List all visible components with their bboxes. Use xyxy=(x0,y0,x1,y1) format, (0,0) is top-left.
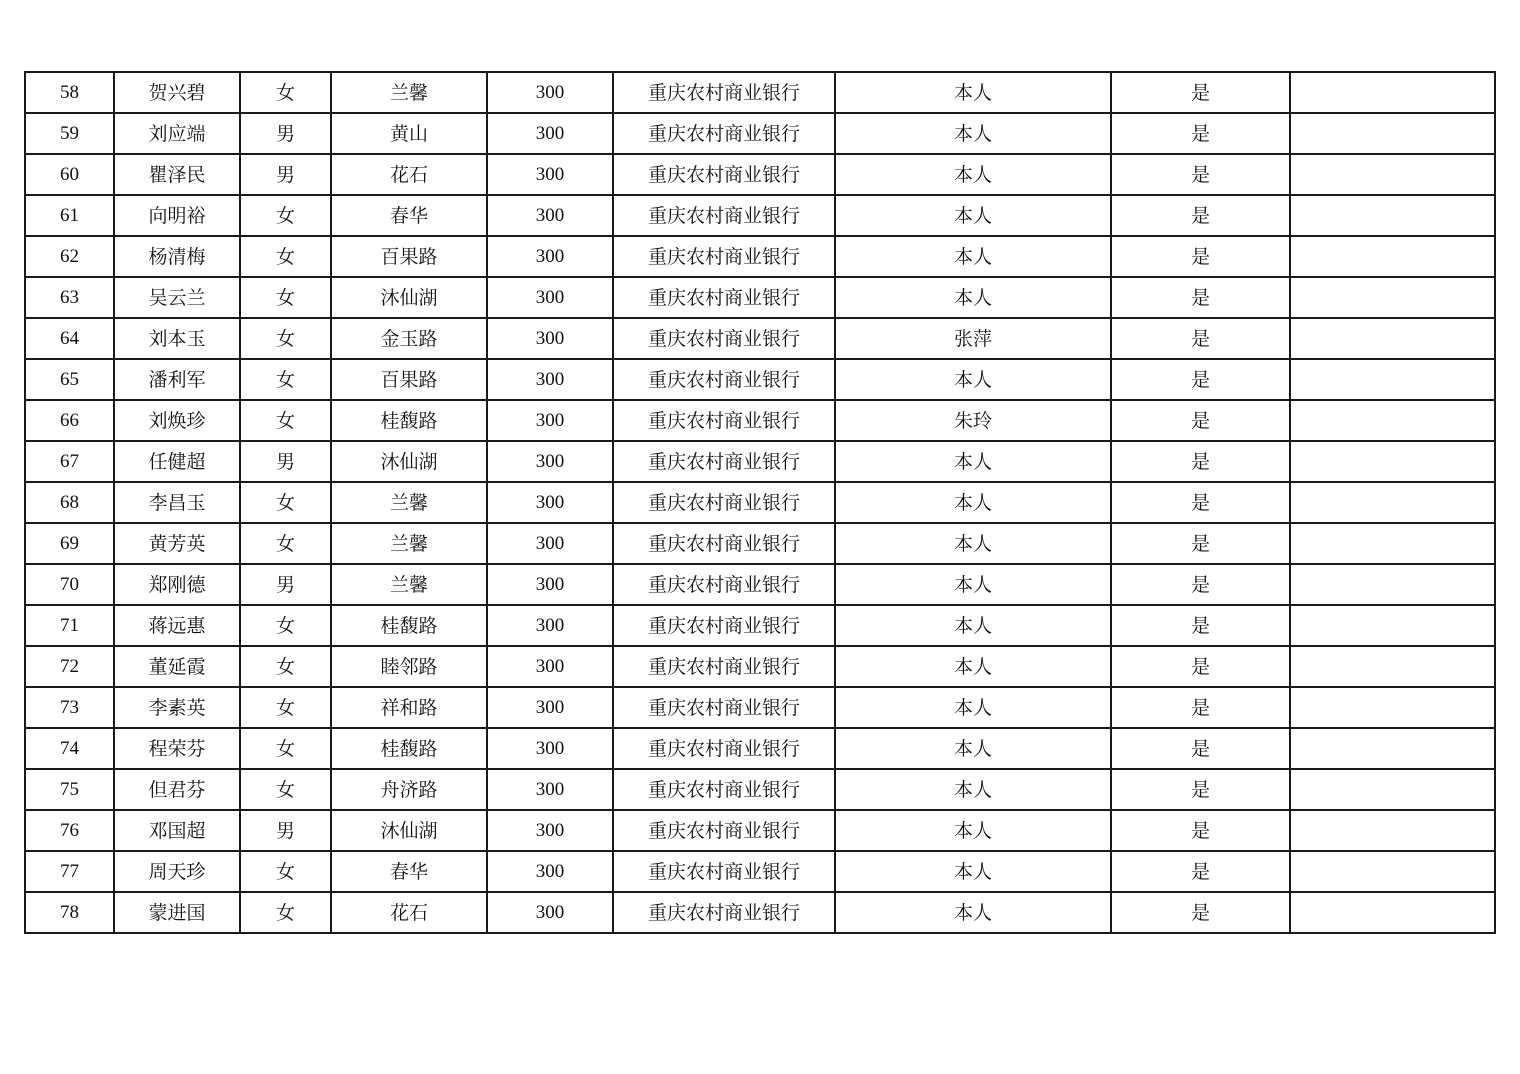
remark-cell xyxy=(1290,482,1495,523)
person-name: 任健超 xyxy=(114,441,240,482)
remark-cell xyxy=(1290,400,1495,441)
table-row xyxy=(25,523,1495,564)
table-row xyxy=(25,892,1495,933)
row-number: 77 xyxy=(25,851,114,892)
gender-cell: 女 xyxy=(240,892,331,933)
table-row xyxy=(25,810,1495,851)
row-number: 68 xyxy=(25,482,114,523)
row-number: 76 xyxy=(25,810,114,851)
amount-cell: 300 xyxy=(487,810,613,851)
community-cell: 沐仙湖 xyxy=(331,441,487,482)
community-cell: 祥和路 xyxy=(331,687,487,728)
table-row xyxy=(25,359,1495,400)
table-row xyxy=(25,687,1495,728)
bank-cell: 重庆农村商业银行 xyxy=(613,851,835,892)
table-row xyxy=(25,851,1495,892)
table-row xyxy=(25,195,1495,236)
bank-cell: 重庆农村商业银行 xyxy=(613,359,835,400)
amount-cell: 300 xyxy=(487,892,613,933)
remark-cell xyxy=(1290,687,1495,728)
bank-cell: 重庆农村商业银行 xyxy=(613,482,835,523)
row-number: 73 xyxy=(25,687,114,728)
remark-cell xyxy=(1290,728,1495,769)
bank-cell: 重庆农村商业银行 xyxy=(613,564,835,605)
gender-cell: 女 xyxy=(240,359,331,400)
recipient-cell: 本人 xyxy=(835,728,1111,769)
bank-cell: 重庆农村商业银行 xyxy=(613,769,835,810)
gender-cell: 女 xyxy=(240,687,331,728)
table-row xyxy=(25,400,1495,441)
table-row xyxy=(25,482,1495,523)
table-row xyxy=(25,728,1495,769)
bank-cell: 重庆农村商业银行 xyxy=(613,892,835,933)
person-name: 刘焕珍 xyxy=(114,400,240,441)
row-number: 59 xyxy=(25,113,114,154)
remark-cell xyxy=(1290,359,1495,400)
row-number: 63 xyxy=(25,277,114,318)
person-name: 潘利军 xyxy=(114,359,240,400)
person-name: 程荣芬 xyxy=(114,728,240,769)
recipient-cell: 本人 xyxy=(835,72,1111,113)
person-name: 杨清梅 xyxy=(114,236,240,277)
amount-cell: 300 xyxy=(487,441,613,482)
gender-cell: 女 xyxy=(240,769,331,810)
person-name: 向明裕 xyxy=(114,195,240,236)
community-cell: 沐仙湖 xyxy=(331,277,487,318)
row-number: 78 xyxy=(25,892,114,933)
gender-cell: 男 xyxy=(240,113,331,154)
remark-cell xyxy=(1290,113,1495,154)
person-name: 但君芬 xyxy=(114,769,240,810)
bank-cell: 重庆农村商业银行 xyxy=(613,441,835,482)
confirmed-cell: 是 xyxy=(1111,769,1290,810)
person-name: 李素英 xyxy=(114,687,240,728)
recipient-cell: 本人 xyxy=(835,646,1111,687)
community-cell: 舟济路 xyxy=(331,769,487,810)
row-number: 60 xyxy=(25,154,114,195)
community-cell: 兰馨 xyxy=(331,564,487,605)
gender-cell: 男 xyxy=(240,564,331,605)
bank-cell: 重庆农村商业银行 xyxy=(613,154,835,195)
person-name: 蒙进国 xyxy=(114,892,240,933)
table-row xyxy=(25,769,1495,810)
recipient-cell: 本人 xyxy=(835,441,1111,482)
amount-cell: 300 xyxy=(487,687,613,728)
bank-cell: 重庆农村商业银行 xyxy=(613,810,835,851)
recipient-cell: 本人 xyxy=(835,195,1111,236)
recipient-cell: 本人 xyxy=(835,277,1111,318)
row-number: 67 xyxy=(25,441,114,482)
row-number: 61 xyxy=(25,195,114,236)
table-row xyxy=(25,277,1495,318)
person-name: 刘应端 xyxy=(114,113,240,154)
recipient-cell: 朱玲 xyxy=(835,400,1111,441)
remark-cell xyxy=(1290,605,1495,646)
bank-cell: 重庆农村商业银行 xyxy=(613,687,835,728)
recipient-cell: 本人 xyxy=(835,482,1111,523)
community-cell: 花石 xyxy=(331,154,487,195)
confirmed-cell: 是 xyxy=(1111,400,1290,441)
row-number: 71 xyxy=(25,605,114,646)
person-name: 邓国超 xyxy=(114,810,240,851)
recipient-cell: 本人 xyxy=(835,769,1111,810)
gender-cell: 女 xyxy=(240,277,331,318)
recipient-cell: 本人 xyxy=(835,154,1111,195)
recipient-cell: 本人 xyxy=(835,851,1111,892)
row-number: 74 xyxy=(25,728,114,769)
bank-cell: 重庆农村商业银行 xyxy=(613,277,835,318)
community-cell: 春华 xyxy=(331,851,487,892)
confirmed-cell: 是 xyxy=(1111,441,1290,482)
person-name: 周天珍 xyxy=(114,851,240,892)
amount-cell: 300 xyxy=(487,318,613,359)
gender-cell: 女 xyxy=(240,482,331,523)
community-cell: 春华 xyxy=(331,195,487,236)
person-name: 吴云兰 xyxy=(114,277,240,318)
person-name: 瞿泽民 xyxy=(114,154,240,195)
person-name: 董延霞 xyxy=(114,646,240,687)
remark-cell xyxy=(1290,892,1495,933)
amount-cell: 300 xyxy=(487,646,613,687)
row-number: 75 xyxy=(25,769,114,810)
remark-cell xyxy=(1290,154,1495,195)
remark-cell xyxy=(1290,564,1495,605)
remark-cell xyxy=(1290,195,1495,236)
row-number: 62 xyxy=(25,236,114,277)
recipient-cell: 本人 xyxy=(835,523,1111,564)
community-cell: 黄山 xyxy=(331,113,487,154)
table-row xyxy=(25,564,1495,605)
row-number: 66 xyxy=(25,400,114,441)
confirmed-cell: 是 xyxy=(1111,359,1290,400)
table-row xyxy=(25,236,1495,277)
bank-cell: 重庆农村商业银行 xyxy=(613,646,835,687)
row-number: 72 xyxy=(25,646,114,687)
row-number: 65 xyxy=(25,359,114,400)
person-name: 蒋远惠 xyxy=(114,605,240,646)
community-cell: 花石 xyxy=(331,892,487,933)
community-cell: 兰馨 xyxy=(331,523,487,564)
confirmed-cell: 是 xyxy=(1111,564,1290,605)
amount-cell: 300 xyxy=(487,236,613,277)
amount-cell: 300 xyxy=(487,482,613,523)
bank-cell: 重庆农村商业银行 xyxy=(613,195,835,236)
person-name: 黄芳英 xyxy=(114,523,240,564)
gender-cell: 女 xyxy=(240,318,331,359)
row-number: 64 xyxy=(25,318,114,359)
bank-cell: 重庆农村商业银行 xyxy=(613,318,835,359)
person-name: 郑刚德 xyxy=(114,564,240,605)
community-cell: 沐仙湖 xyxy=(331,810,487,851)
confirmed-cell: 是 xyxy=(1111,154,1290,195)
gender-cell: 女 xyxy=(240,72,331,113)
gender-cell: 男 xyxy=(240,441,331,482)
community-cell: 兰馨 xyxy=(331,72,487,113)
recipient-cell: 本人 xyxy=(835,687,1111,728)
community-cell: 桂馥路 xyxy=(331,400,487,441)
recipient-cell: 本人 xyxy=(835,359,1111,400)
bank-cell: 重庆农村商业银行 xyxy=(613,113,835,154)
roster-sheet xyxy=(24,71,1494,934)
bank-cell: 重庆农村商业银行 xyxy=(613,72,835,113)
table-row xyxy=(25,154,1495,195)
remark-cell xyxy=(1290,769,1495,810)
amount-cell: 300 xyxy=(487,154,613,195)
confirmed-cell: 是 xyxy=(1111,523,1290,564)
gender-cell: 女 xyxy=(240,605,331,646)
gender-cell: 女 xyxy=(240,728,331,769)
confirmed-cell: 是 xyxy=(1111,277,1290,318)
confirmed-cell: 是 xyxy=(1111,646,1290,687)
recipient-cell: 本人 xyxy=(835,892,1111,933)
roster-table xyxy=(24,71,1496,934)
confirmed-cell: 是 xyxy=(1111,318,1290,359)
community-cell: 睦邻路 xyxy=(331,646,487,687)
bank-cell: 重庆农村商业银行 xyxy=(613,605,835,646)
amount-cell: 300 xyxy=(487,277,613,318)
confirmed-cell: 是 xyxy=(1111,728,1290,769)
remark-cell xyxy=(1290,523,1495,564)
roster-body xyxy=(25,72,1495,933)
table-row xyxy=(25,441,1495,482)
community-cell: 金玉路 xyxy=(331,318,487,359)
amount-cell: 300 xyxy=(487,605,613,646)
table-row xyxy=(25,605,1495,646)
amount-cell: 300 xyxy=(487,728,613,769)
amount-cell: 300 xyxy=(487,564,613,605)
row-number: 58 xyxy=(25,72,114,113)
remark-cell xyxy=(1290,851,1495,892)
community-cell: 桂馥路 xyxy=(331,728,487,769)
confirmed-cell: 是 xyxy=(1111,482,1290,523)
confirmed-cell: 是 xyxy=(1111,892,1290,933)
confirmed-cell: 是 xyxy=(1111,113,1290,154)
confirmed-cell: 是 xyxy=(1111,851,1290,892)
recipient-cell: 本人 xyxy=(835,236,1111,277)
table-row xyxy=(25,646,1495,687)
table-row xyxy=(25,318,1495,359)
gender-cell: 女 xyxy=(240,400,331,441)
recipient-cell: 张萍 xyxy=(835,318,1111,359)
bank-cell: 重庆农村商业银行 xyxy=(613,400,835,441)
community-cell: 兰馨 xyxy=(331,482,487,523)
bank-cell: 重庆农村商业银行 xyxy=(613,728,835,769)
row-number: 70 xyxy=(25,564,114,605)
gender-cell: 女 xyxy=(240,236,331,277)
amount-cell: 300 xyxy=(487,400,613,441)
person-name: 贺兴碧 xyxy=(114,72,240,113)
table-row xyxy=(25,72,1495,113)
gender-cell: 女 xyxy=(240,523,331,564)
bank-cell: 重庆农村商业银行 xyxy=(613,523,835,564)
amount-cell: 300 xyxy=(487,359,613,400)
community-cell: 桂馥路 xyxy=(331,605,487,646)
remark-cell xyxy=(1290,810,1495,851)
recipient-cell: 本人 xyxy=(835,810,1111,851)
amount-cell: 300 xyxy=(487,195,613,236)
person-name: 刘本玉 xyxy=(114,318,240,359)
recipient-cell: 本人 xyxy=(835,605,1111,646)
gender-cell: 女 xyxy=(240,195,331,236)
recipient-cell: 本人 xyxy=(835,113,1111,154)
gender-cell: 男 xyxy=(240,154,331,195)
remark-cell xyxy=(1290,277,1495,318)
recipient-cell: 本人 xyxy=(835,564,1111,605)
row-number: 69 xyxy=(25,523,114,564)
community-cell: 百果路 xyxy=(331,236,487,277)
gender-cell: 男 xyxy=(240,810,331,851)
confirmed-cell: 是 xyxy=(1111,72,1290,113)
bank-cell: 重庆农村商业银行 xyxy=(613,236,835,277)
confirmed-cell: 是 xyxy=(1111,605,1290,646)
amount-cell: 300 xyxy=(487,523,613,564)
confirmed-cell: 是 xyxy=(1111,810,1290,851)
remark-cell xyxy=(1290,236,1495,277)
amount-cell: 300 xyxy=(487,72,613,113)
amount-cell: 300 xyxy=(487,769,613,810)
person-name: 李昌玉 xyxy=(114,482,240,523)
remark-cell xyxy=(1290,441,1495,482)
remark-cell xyxy=(1290,646,1495,687)
gender-cell: 女 xyxy=(240,646,331,687)
confirmed-cell: 是 xyxy=(1111,687,1290,728)
confirmed-cell: 是 xyxy=(1111,236,1290,277)
table-row xyxy=(25,113,1495,154)
gender-cell: 女 xyxy=(240,851,331,892)
remark-cell xyxy=(1290,318,1495,359)
community-cell: 百果路 xyxy=(331,359,487,400)
remark-cell xyxy=(1290,72,1495,113)
confirmed-cell: 是 xyxy=(1111,195,1290,236)
amount-cell: 300 xyxy=(487,851,613,892)
amount-cell: 300 xyxy=(487,113,613,154)
